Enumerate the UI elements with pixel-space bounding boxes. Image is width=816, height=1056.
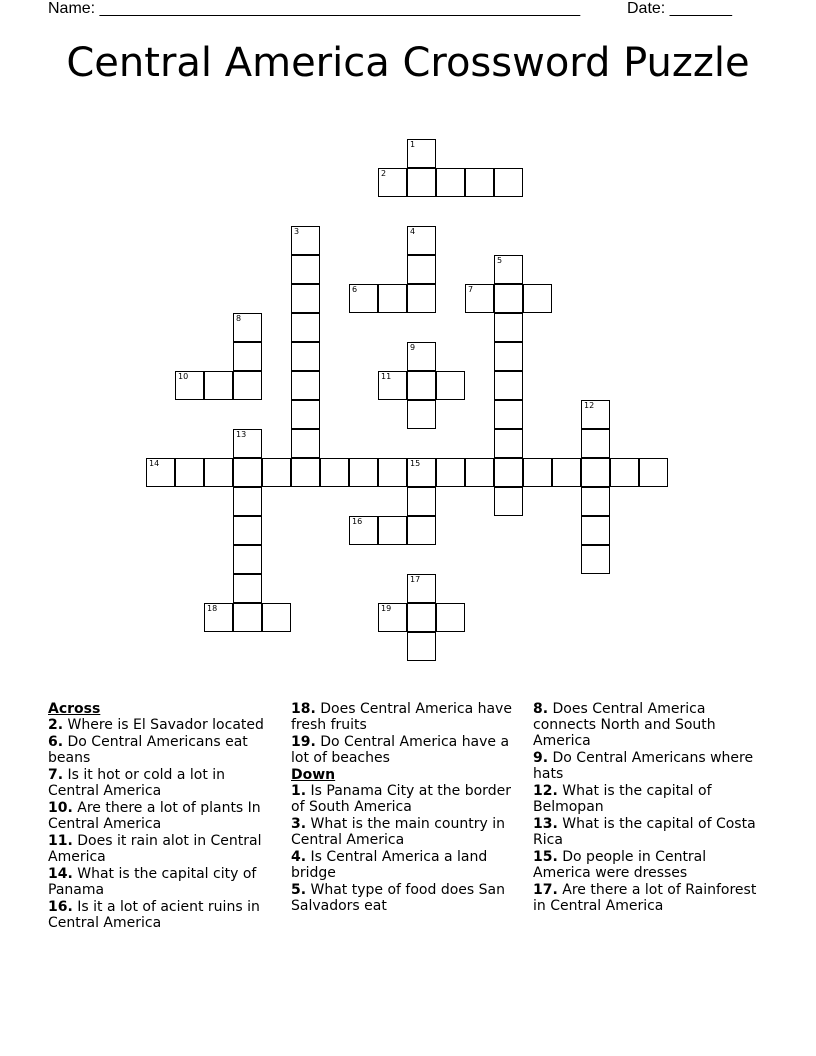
clue-across-16: 16. Is it a lot of acient ruins in Central America xyxy=(48,899,260,931)
grid-cell[interactable] xyxy=(378,603,407,632)
grid-cell[interactable] xyxy=(494,371,523,400)
grid-cell[interactable] xyxy=(349,284,378,313)
cell-number: 7 xyxy=(468,285,474,294)
grid-cell[interactable] xyxy=(233,458,262,487)
grid-cell[interactable] xyxy=(436,603,465,632)
grid-cell[interactable] xyxy=(262,458,291,487)
grid-cell[interactable] xyxy=(204,371,233,400)
cell-number: 13 xyxy=(236,430,247,439)
grid-cell[interactable] xyxy=(233,516,262,545)
grid-cell[interactable] xyxy=(581,487,610,516)
grid-cell[interactable] xyxy=(581,516,610,545)
grid-cell[interactable] xyxy=(407,516,436,545)
cell-number: 17 xyxy=(410,575,421,584)
cell-number: 19 xyxy=(381,604,392,613)
grid-cell[interactable] xyxy=(436,168,465,197)
grid-cell[interactable] xyxy=(175,371,204,400)
cell-number: 9 xyxy=(410,343,416,352)
grid-cell[interactable] xyxy=(407,603,436,632)
cell-number: 11 xyxy=(381,372,392,381)
cell-number: 16 xyxy=(352,517,363,526)
grid-cell[interactable] xyxy=(291,458,320,487)
grid-cell[interactable] xyxy=(291,371,320,400)
grid-cell[interactable] xyxy=(407,632,436,661)
grid-cell[interactable] xyxy=(407,487,436,516)
grid-cell[interactable] xyxy=(436,458,465,487)
grid-cell[interactable] xyxy=(407,168,436,197)
clue-down-4: 4. Is Central America a land bridge xyxy=(291,849,488,881)
clues-column-3 xyxy=(533,701,763,915)
grid-cell[interactable] xyxy=(494,313,523,342)
grid-cell[interactable] xyxy=(291,429,320,458)
grid-cell[interactable] xyxy=(465,284,494,313)
grid-cell[interactable] xyxy=(233,603,262,632)
grid-cell[interactable] xyxy=(581,429,610,458)
grid-cell[interactable] xyxy=(581,545,610,574)
clue-across-6: 6. Do Central Americans eat beans xyxy=(48,734,248,766)
grid-cell[interactable] xyxy=(407,255,436,284)
grid-cell[interactable] xyxy=(407,226,436,255)
clues-column-1 xyxy=(48,701,278,932)
grid-cell[interactable] xyxy=(291,284,320,313)
grid-cell[interactable] xyxy=(175,458,204,487)
clue-down-17: 17. Are there a lot of Rainforest in Central America xyxy=(533,882,757,914)
grid-cell[interactable] xyxy=(233,574,262,603)
grid-cell[interactable] xyxy=(523,458,552,487)
grid-cell[interactable] xyxy=(407,458,436,487)
grid-cell[interactable] xyxy=(233,429,262,458)
clue-down-8: 8. Does Central America connects North and South America xyxy=(533,701,716,749)
cell-number: 8 xyxy=(236,314,242,323)
clue-across-10: 10. Are there a lot of plants In Central America xyxy=(48,800,261,832)
clue-down-3: 3. What is the main country in Central America xyxy=(291,816,505,848)
page-title: Central America Crossword Puzzle xyxy=(66,40,750,86)
clue-across-18: 18. Does Central America have fresh fruits xyxy=(291,701,512,733)
grid-cell[interactable] xyxy=(233,487,262,516)
grid-cell[interactable] xyxy=(494,255,523,284)
clue-across-14: 14. What is the capital city of Panama xyxy=(48,866,257,898)
grid-cell[interactable] xyxy=(349,458,378,487)
grid-cell[interactable] xyxy=(407,371,436,400)
cell-number: 18 xyxy=(207,604,218,613)
clue-down-13: 13. What is the capital of Costa Rica xyxy=(533,816,756,848)
grid-cell[interactable] xyxy=(291,342,320,371)
grid-cell[interactable] xyxy=(233,371,262,400)
grid-cell[interactable] xyxy=(320,458,349,487)
clue-across-7: 7. Is it hot or cold a lot in Central America xyxy=(48,767,226,799)
cell-number: 2 xyxy=(381,169,387,178)
clue-across-19: 19. Do Central America have a lot of beaches xyxy=(291,734,510,766)
grid-cell[interactable] xyxy=(262,603,291,632)
grid-cell[interactable] xyxy=(291,226,320,255)
clue-down-15: 15. Do people in Central America were dresses xyxy=(533,849,707,881)
grid-cell[interactable] xyxy=(291,313,320,342)
grid-cell[interactable] xyxy=(204,458,233,487)
grid-cell[interactable] xyxy=(291,400,320,429)
grid-cell[interactable] xyxy=(378,284,407,313)
grid-cell[interactable] xyxy=(610,458,639,487)
clue-down-1: 1. Is Panama City at the border of South America xyxy=(291,783,511,815)
cell-number: 5 xyxy=(497,256,503,265)
grid-cell[interactable] xyxy=(233,313,262,342)
grid-cell[interactable] xyxy=(581,458,610,487)
clue-down-12: 12. What is the capital of Belmopan xyxy=(533,783,712,815)
grid-cell[interactable] xyxy=(378,168,407,197)
cell-number: 1 xyxy=(410,140,416,149)
date-line[interactable]: Date: _______ xyxy=(627,0,732,17)
grid-cell[interactable] xyxy=(494,429,523,458)
grid-cell[interactable] xyxy=(465,458,494,487)
cell-number: 10 xyxy=(178,372,189,381)
cell-number: 3 xyxy=(294,227,300,236)
down-heading: Down xyxy=(291,767,336,783)
grid-cell[interactable] xyxy=(407,574,436,603)
grid-cell[interactable] xyxy=(407,342,436,371)
grid-cell[interactable] xyxy=(233,342,262,371)
grid-cell[interactable] xyxy=(494,458,523,487)
grid-cell[interactable] xyxy=(407,139,436,168)
grid-cell[interactable] xyxy=(291,255,320,284)
cell-number: 12 xyxy=(584,401,595,410)
cell-number: 14 xyxy=(149,459,160,468)
grid-cell[interactable] xyxy=(639,458,668,487)
grid-cell[interactable] xyxy=(523,284,552,313)
grid-cell[interactable] xyxy=(552,458,581,487)
grid-cell[interactable] xyxy=(494,342,523,371)
grid-cell[interactable] xyxy=(581,400,610,429)
grid-cell[interactable] xyxy=(494,400,523,429)
grid-cell[interactable] xyxy=(436,371,465,400)
grid-cell[interactable] xyxy=(146,458,175,487)
grid-cell[interactable] xyxy=(378,458,407,487)
grid-cell[interactable] xyxy=(494,487,523,516)
clues-column-2 xyxy=(291,701,521,915)
cell-number: 4 xyxy=(410,227,416,236)
grid-cell[interactable] xyxy=(378,371,407,400)
grid-cell[interactable] xyxy=(494,168,523,197)
cell-number: 15 xyxy=(410,459,421,468)
grid-cell[interactable] xyxy=(407,400,436,429)
grid-cell[interactable] xyxy=(204,603,233,632)
clue-down-5: 5. What type of food does San Salvadors eat xyxy=(291,882,505,914)
cell-number: 6 xyxy=(352,285,358,294)
grid-cell[interactable] xyxy=(494,284,523,313)
clue-across-11: 11. Does it rain alot in Central America xyxy=(48,833,262,865)
clue-down-9: 9. Do Central Americans where hats xyxy=(533,750,754,782)
grid-cell[interactable] xyxy=(233,545,262,574)
across-heading: Across xyxy=(48,701,101,717)
grid-cell[interactable] xyxy=(465,168,494,197)
grid-cell[interactable] xyxy=(349,516,378,545)
clue-across-2: 2. Where is El Savador located xyxy=(48,717,264,733)
name-line[interactable]: Name: ______________________________________________________ xyxy=(48,0,581,17)
grid-cell[interactable] xyxy=(378,516,407,545)
grid-cell[interactable] xyxy=(407,284,436,313)
